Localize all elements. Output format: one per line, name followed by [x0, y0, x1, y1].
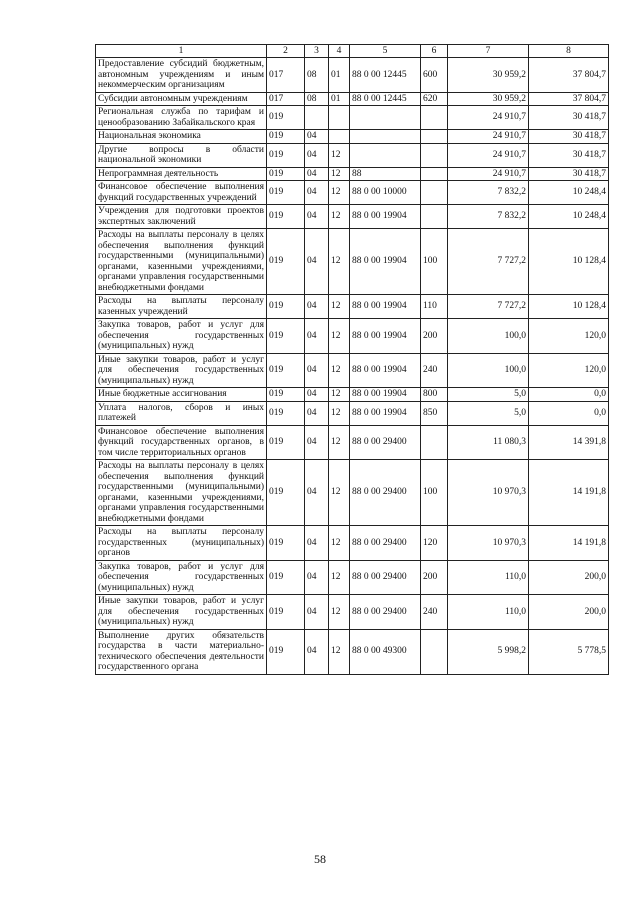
row-name: Региональная служба по тарифам и ценообразованию Забайкальского края — [96, 106, 267, 130]
cell-amount-year2: 30 418,7 — [529, 130, 609, 144]
cell-ministry: 019 — [267, 595, 305, 630]
table-row — [96, 425, 609, 460]
table-row — [96, 629, 609, 674]
cell-section: 04 — [305, 388, 329, 402]
cell-expense-type — [421, 167, 448, 181]
cell-expense-type — [421, 143, 448, 167]
cell-section: 04 — [305, 319, 329, 354]
cell-section: 04 — [305, 595, 329, 630]
cell-expense-type: 100 — [421, 460, 448, 526]
cell-target-article: 88 — [350, 167, 421, 181]
cell-ministry: 019 — [267, 353, 305, 388]
cell-amount-year1: 7 832,2 — [448, 205, 529, 229]
cell-amount-year1: 30 959,2 — [448, 92, 529, 106]
table-row — [96, 181, 609, 205]
cell-expense-type — [421, 130, 448, 144]
table-row — [96, 167, 609, 181]
cell-expense-type: 240 — [421, 353, 448, 388]
col-header: 3 — [305, 45, 329, 58]
cell-section: 04 — [305, 167, 329, 181]
row-name: Закупка товаров, работ и услуг для обеспечения государственных (муниципальных) нужд — [96, 319, 267, 354]
row-name: Финансовое обеспечение выполнения функций государственных органов, в том числе территориальных органов — [96, 425, 267, 460]
cell-ministry: 019 — [267, 319, 305, 354]
cell-subsection — [329, 130, 350, 144]
cell-ministry: 019 — [267, 181, 305, 205]
cell-expense-type: 100 — [421, 229, 448, 295]
cell-section: 08 — [305, 58, 329, 93]
table-row — [96, 353, 609, 388]
cell-target-article: 88 0 00 29400 — [350, 595, 421, 630]
cell-amount-year1: 24 910,7 — [448, 143, 529, 167]
row-name: Предоставление субсидий бюджетным, автономным учреждениям и иным некоммерческим организациям — [96, 58, 267, 93]
cell-amount-year1: 5,0 — [448, 401, 529, 425]
col-header: 5 — [350, 45, 421, 58]
cell-section: 04 — [305, 229, 329, 295]
row-name: Расходы на выплаты персоналу в целях обеспечения выполнения функций государственными (муниципальными) органами, казенными учреждениями, органами управления государственными внебюджетными фондами — [96, 229, 267, 295]
cell-amount-year2: 30 418,7 — [529, 143, 609, 167]
cell-subsection: 12 — [329, 229, 350, 295]
row-name: Выполнение других обязательств государства в части материально-технического обеспечения деятельности государственного органа — [96, 629, 267, 674]
cell-section: 04 — [305, 629, 329, 674]
cell-expense-type — [421, 106, 448, 130]
cell-amount-year2: 5 778,5 — [529, 629, 609, 674]
col-header: 7 — [448, 45, 529, 58]
cell-amount-year2: 120,0 — [529, 319, 609, 354]
page-number: 58 — [314, 852, 326, 866]
cell-ministry: 017 — [267, 92, 305, 106]
cell-subsection: 12 — [329, 143, 350, 167]
cell-ministry: 019 — [267, 526, 305, 561]
cell-amount-year2: 30 418,7 — [529, 106, 609, 130]
col-header: 2 — [267, 45, 305, 58]
cell-section: 04 — [305, 130, 329, 144]
cell-expense-type — [421, 181, 448, 205]
cell-ministry: 019 — [267, 143, 305, 167]
cell-expense-type — [421, 205, 448, 229]
cell-ministry: 017 — [267, 58, 305, 93]
table-row — [96, 460, 609, 526]
cell-target-article: 88 0 00 19904 — [350, 229, 421, 295]
cell-amount-year1: 24 910,7 — [448, 167, 529, 181]
cell-amount-year2: 10 128,4 — [529, 295, 609, 319]
cell-section: 04 — [305, 295, 329, 319]
cell-target-article: 88 0 00 19904 — [350, 353, 421, 388]
cell-subsection: 12 — [329, 181, 350, 205]
table-row — [96, 205, 609, 229]
cell-target-article: 88 0 00 49300 — [350, 629, 421, 674]
cell-amount-year1: 110,0 — [448, 595, 529, 630]
row-name: Расходы на выплаты персоналу в целях обеспечения выполнения функций государственными (муниципальными) органами, казенными учреждениями, органами управления государственными внебюджетными фондами — [96, 460, 267, 526]
cell-amount-year1: 24 910,7 — [448, 130, 529, 144]
cell-amount-year2: 30 418,7 — [529, 167, 609, 181]
cell-ministry: 019 — [267, 460, 305, 526]
cell-section: 04 — [305, 526, 329, 561]
col-header: 8 — [529, 45, 609, 58]
cell-target-article: 88 0 00 19904 — [350, 388, 421, 402]
table-row — [96, 401, 609, 425]
cell-ministry: 019 — [267, 205, 305, 229]
cell-subsection: 12 — [329, 526, 350, 561]
row-name: Расходы на выплаты персоналу казенных учреждений — [96, 295, 267, 319]
cell-section: 04 — [305, 560, 329, 595]
cell-amount-year2: 200,0 — [529, 595, 609, 630]
col-header: 1 — [96, 45, 267, 58]
cell-subsection: 12 — [329, 595, 350, 630]
cell-subsection: 12 — [329, 353, 350, 388]
cell-subsection: 12 — [329, 401, 350, 425]
cell-expense-type: 110 — [421, 295, 448, 319]
cell-amount-year1: 30 959,2 — [448, 58, 529, 93]
table-row — [96, 526, 609, 561]
row-name: Иные закупки товаров, работ и услуг для обеспечения государственных (муниципальных) нужд — [96, 353, 267, 388]
table-header-row — [96, 45, 609, 58]
cell-subsection: 01 — [329, 92, 350, 106]
table-row — [96, 595, 609, 630]
cell-target-article: 88 0 00 29400 — [350, 526, 421, 561]
cell-amount-year1: 110,0 — [448, 560, 529, 595]
cell-ministry: 019 — [267, 425, 305, 460]
table-body — [96, 58, 609, 675]
cell-amount-year1: 11 080,3 — [448, 425, 529, 460]
col-header: 6 — [421, 45, 448, 58]
cell-ministry: 019 — [267, 560, 305, 595]
cell-amount-year1: 10 970,3 — [448, 460, 529, 526]
row-name: Другие вопросы в области национальной экономики — [96, 143, 267, 167]
cell-subsection: 01 — [329, 58, 350, 93]
cell-expense-type — [421, 629, 448, 674]
table-row — [96, 319, 609, 354]
cell-target-article: 88 0 00 29400 — [350, 460, 421, 526]
cell-amount-year1: 5 998,2 — [448, 629, 529, 674]
cell-target-article — [350, 143, 421, 167]
cell-amount-year2: 37 804,7 — [529, 58, 609, 93]
table-row — [96, 560, 609, 595]
table-row — [96, 295, 609, 319]
cell-amount-year2: 10 248,4 — [529, 205, 609, 229]
col-header: 4 — [329, 45, 350, 58]
row-name: Непрограммная деятельность — [96, 167, 267, 181]
cell-amount-year2: 10 248,4 — [529, 181, 609, 205]
cell-amount-year2: 10 128,4 — [529, 229, 609, 295]
row-name: Расходы на выплаты персоналу государственных (муниципальных) органов — [96, 526, 267, 561]
cell-amount-year2: 14 191,8 — [529, 460, 609, 526]
cell-ministry: 019 — [267, 295, 305, 319]
row-name: Уплата налогов, сборов и иных платежей — [96, 401, 267, 425]
cell-expense-type: 600 — [421, 58, 448, 93]
cell-amount-year1: 24 910,7 — [448, 106, 529, 130]
row-name: Иные закупки товаров, работ и услуг для обеспечения государственных (муниципальных) нужд — [96, 595, 267, 630]
table-row — [96, 58, 609, 93]
row-name: Субсидии автономным учреждениям — [96, 92, 267, 106]
cell-section: 04 — [305, 460, 329, 526]
cell-amount-year2: 0,0 — [529, 401, 609, 425]
cell-expense-type: 200 — [421, 319, 448, 354]
cell-subsection: 12 — [329, 205, 350, 229]
cell-target-article: 88 0 00 19904 — [350, 401, 421, 425]
cell-expense-type: 800 — [421, 388, 448, 402]
row-name: Национальная экономика — [96, 130, 267, 144]
cell-amount-year2: 14 391,8 — [529, 425, 609, 460]
table-row — [96, 229, 609, 295]
cell-target-article: 88 0 00 19904 — [350, 319, 421, 354]
cell-subsection — [329, 106, 350, 130]
cell-amount-year2: 200,0 — [529, 560, 609, 595]
cell-amount-year2: 120,0 — [529, 353, 609, 388]
cell-ministry: 019 — [267, 229, 305, 295]
budget-table — [95, 44, 609, 675]
cell-section: 04 — [305, 353, 329, 388]
cell-ministry: 019 — [267, 388, 305, 402]
cell-amount-year2: 0,0 — [529, 388, 609, 402]
table-row — [96, 388, 609, 402]
cell-subsection: 12 — [329, 460, 350, 526]
cell-expense-type: 620 — [421, 92, 448, 106]
row-name: Закупка товаров, работ и услуг для обеспечения государственных (муниципальных) нужд — [96, 560, 267, 595]
cell-expense-type: 240 — [421, 595, 448, 630]
cell-expense-type: 120 — [421, 526, 448, 561]
cell-ministry: 019 — [267, 106, 305, 130]
cell-amount-year2: 14 191,8 — [529, 526, 609, 561]
cell-subsection: 12 — [329, 295, 350, 319]
cell-amount-year1: 100,0 — [448, 319, 529, 354]
cell-amount-year1: 10 970,3 — [448, 526, 529, 561]
cell-section: 08 — [305, 92, 329, 106]
cell-subsection: 12 — [329, 388, 350, 402]
cell-section — [305, 106, 329, 130]
cell-ministry: 019 — [267, 401, 305, 425]
cell-amount-year1: 7 832,2 — [448, 181, 529, 205]
cell-amount-year2: 37 804,7 — [529, 92, 609, 106]
cell-target-article: 88 0 00 10000 — [350, 181, 421, 205]
cell-section: 04 — [305, 181, 329, 205]
cell-expense-type: 200 — [421, 560, 448, 595]
cell-ministry: 019 — [267, 629, 305, 674]
cell-section: 04 — [305, 401, 329, 425]
row-name: Иные бюджетные ассигнования — [96, 388, 267, 402]
cell-target-article: 88 0 00 19904 — [350, 295, 421, 319]
cell-target-article: 88 0 00 29400 — [350, 425, 421, 460]
cell-subsection: 12 — [329, 319, 350, 354]
cell-subsection: 12 — [329, 560, 350, 595]
cell-section: 04 — [305, 143, 329, 167]
row-name: Учреждения для подготовки проектов экспертных заключений — [96, 205, 267, 229]
table-row — [96, 106, 609, 130]
cell-section: 04 — [305, 205, 329, 229]
cell-expense-type: 850 — [421, 401, 448, 425]
table-row — [96, 92, 609, 106]
cell-target-article — [350, 106, 421, 130]
cell-ministry: 019 — [267, 167, 305, 181]
cell-target-article: 88 0 00 19904 — [350, 205, 421, 229]
cell-expense-type — [421, 425, 448, 460]
cell-ministry: 019 — [267, 130, 305, 144]
cell-subsection: 12 — [329, 425, 350, 460]
cell-target-article — [350, 130, 421, 144]
table-row — [96, 143, 609, 167]
row-name: Финансовое обеспечение выполнения функций государственных учреждений — [96, 181, 267, 205]
cell-amount-year1: 7 727,2 — [448, 295, 529, 319]
cell-amount-year1: 5,0 — [448, 388, 529, 402]
cell-section: 04 — [305, 425, 329, 460]
table-row — [96, 130, 609, 144]
cell-amount-year1: 7 727,2 — [448, 229, 529, 295]
cell-amount-year1: 100,0 — [448, 353, 529, 388]
cell-subsection: 12 — [329, 167, 350, 181]
cell-target-article: 88 0 00 12445 — [350, 58, 421, 93]
cell-target-article: 88 0 00 12445 — [350, 92, 421, 106]
cell-target-article: 88 0 00 29400 — [350, 560, 421, 595]
cell-subsection: 12 — [329, 629, 350, 674]
